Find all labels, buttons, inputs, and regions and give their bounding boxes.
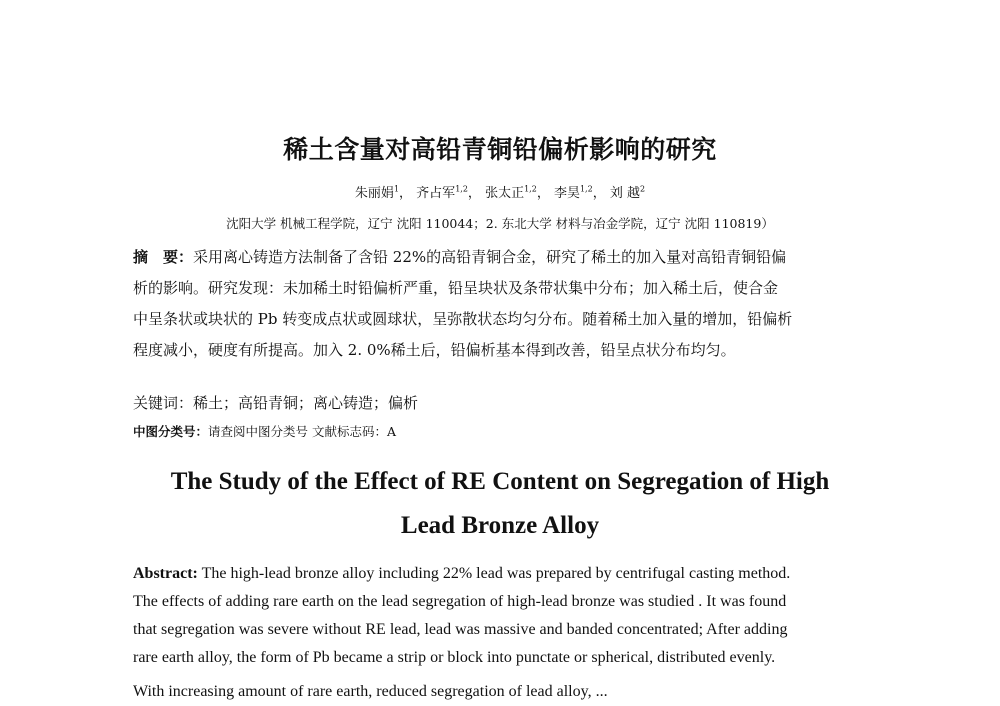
chinese-author-list: 朱丽娟$^1$， 齐占军$^{1,2}$， 张太正$^{1,2}$， 李昊$^{1,2}$， 刘 越$^2$ [354, 184, 646, 201]
english-title-line: Lead Bronze Alloy [400, 512, 600, 539]
english-abstract-text: The high-lead bronze alloy including 22% lead was prepared by centrifugal casting method. [197, 565, 791, 582]
english-abstract-line [133, 560, 845, 588]
chinese-title: 稀土含量对高铅青铜铅偏析影响的研究 [283, 135, 717, 164]
english-title-line: The Study of the Effect of RE Content on Segregation of High [170, 468, 830, 495]
english-abstract-line-partial: With increasing amount of rare earth, reduced segregation of lead alloy, ... [133, 683, 608, 700]
chinese-abstract-line [133, 242, 870, 273]
chinese-abstract-line: 中呈条状或块状的 Pb 转变成点状或圆球状，呈弥散状态均匀分布。随着稀土加入量的增加，铅偏析 [133, 310, 793, 328]
author-name: 朱丽娟 [354, 186, 394, 201]
author-name: 张太正 [485, 186, 525, 201]
chinese-abstract-line: 程度减小，硬度有所提高。加入 2. 0%稀土后，铅偏析基本得到改善，铅呈点状分布均匀。 [133, 341, 736, 359]
english-abstract [133, 560, 845, 700]
english-title [0, 460, 1000, 548]
classification-line [133, 422, 396, 440]
english-abstract-line: that segregation was severe without RE lead, lead was massive and banded concentrated; After adding [133, 621, 788, 638]
author-name: 齐占军 [416, 186, 456, 201]
english-abstract-line: rare earth alloy, the form of Pb became a strip or block into punctate or spherical, distributed evenly. [133, 649, 776, 666]
author-affiliation-mark: 1,2 [579, 184, 593, 194]
author-name: 李昊 [553, 186, 580, 201]
chinese-abstract-line: 析的影响。研究发现：未加稀土时铅偏析严重，铅呈块状及条带状集中分布；加入稀土后，使合金 [133, 279, 779, 297]
chinese-abstract-text: 采用离心铸造方法制备了含铅 22%的高铅青铜合金，研究了稀土的加入量对高铅青铜铅偏 [193, 248, 787, 266]
english-abstract-line: The effects of adding rare earth on the lead segregation of high-lead bronze was studied . It was found [133, 593, 787, 610]
author-affiliation-mark: 1,2 [524, 184, 537, 194]
classification-value: 请查阅中图分类号 文献标志码：A [208, 424, 397, 439]
author-affiliation-mark: 2 [639, 184, 646, 194]
chinese-keywords: 关键词：稀土；高铅青铜；离心铸造；偏析 [133, 394, 419, 412]
chinese-abstract-label: 摘 要： [133, 248, 194, 266]
author-affiliation-mark: 1,2 [455, 184, 468, 194]
chinese-abstract [133, 242, 870, 366]
chinese-affiliation: 沈阳大学 机械工程学院，辽宁 沈阳 110044；2. 东北大学 材料与冶金学院，辽宁 沈阳 110819） [226, 216, 774, 231]
author-name: 刘 越 [609, 186, 640, 201]
english-abstract-label: Abstract: [133, 565, 198, 582]
classification-label: 中图分类号： [133, 424, 209, 439]
author-affiliation-mark: 1 [393, 184, 400, 194]
